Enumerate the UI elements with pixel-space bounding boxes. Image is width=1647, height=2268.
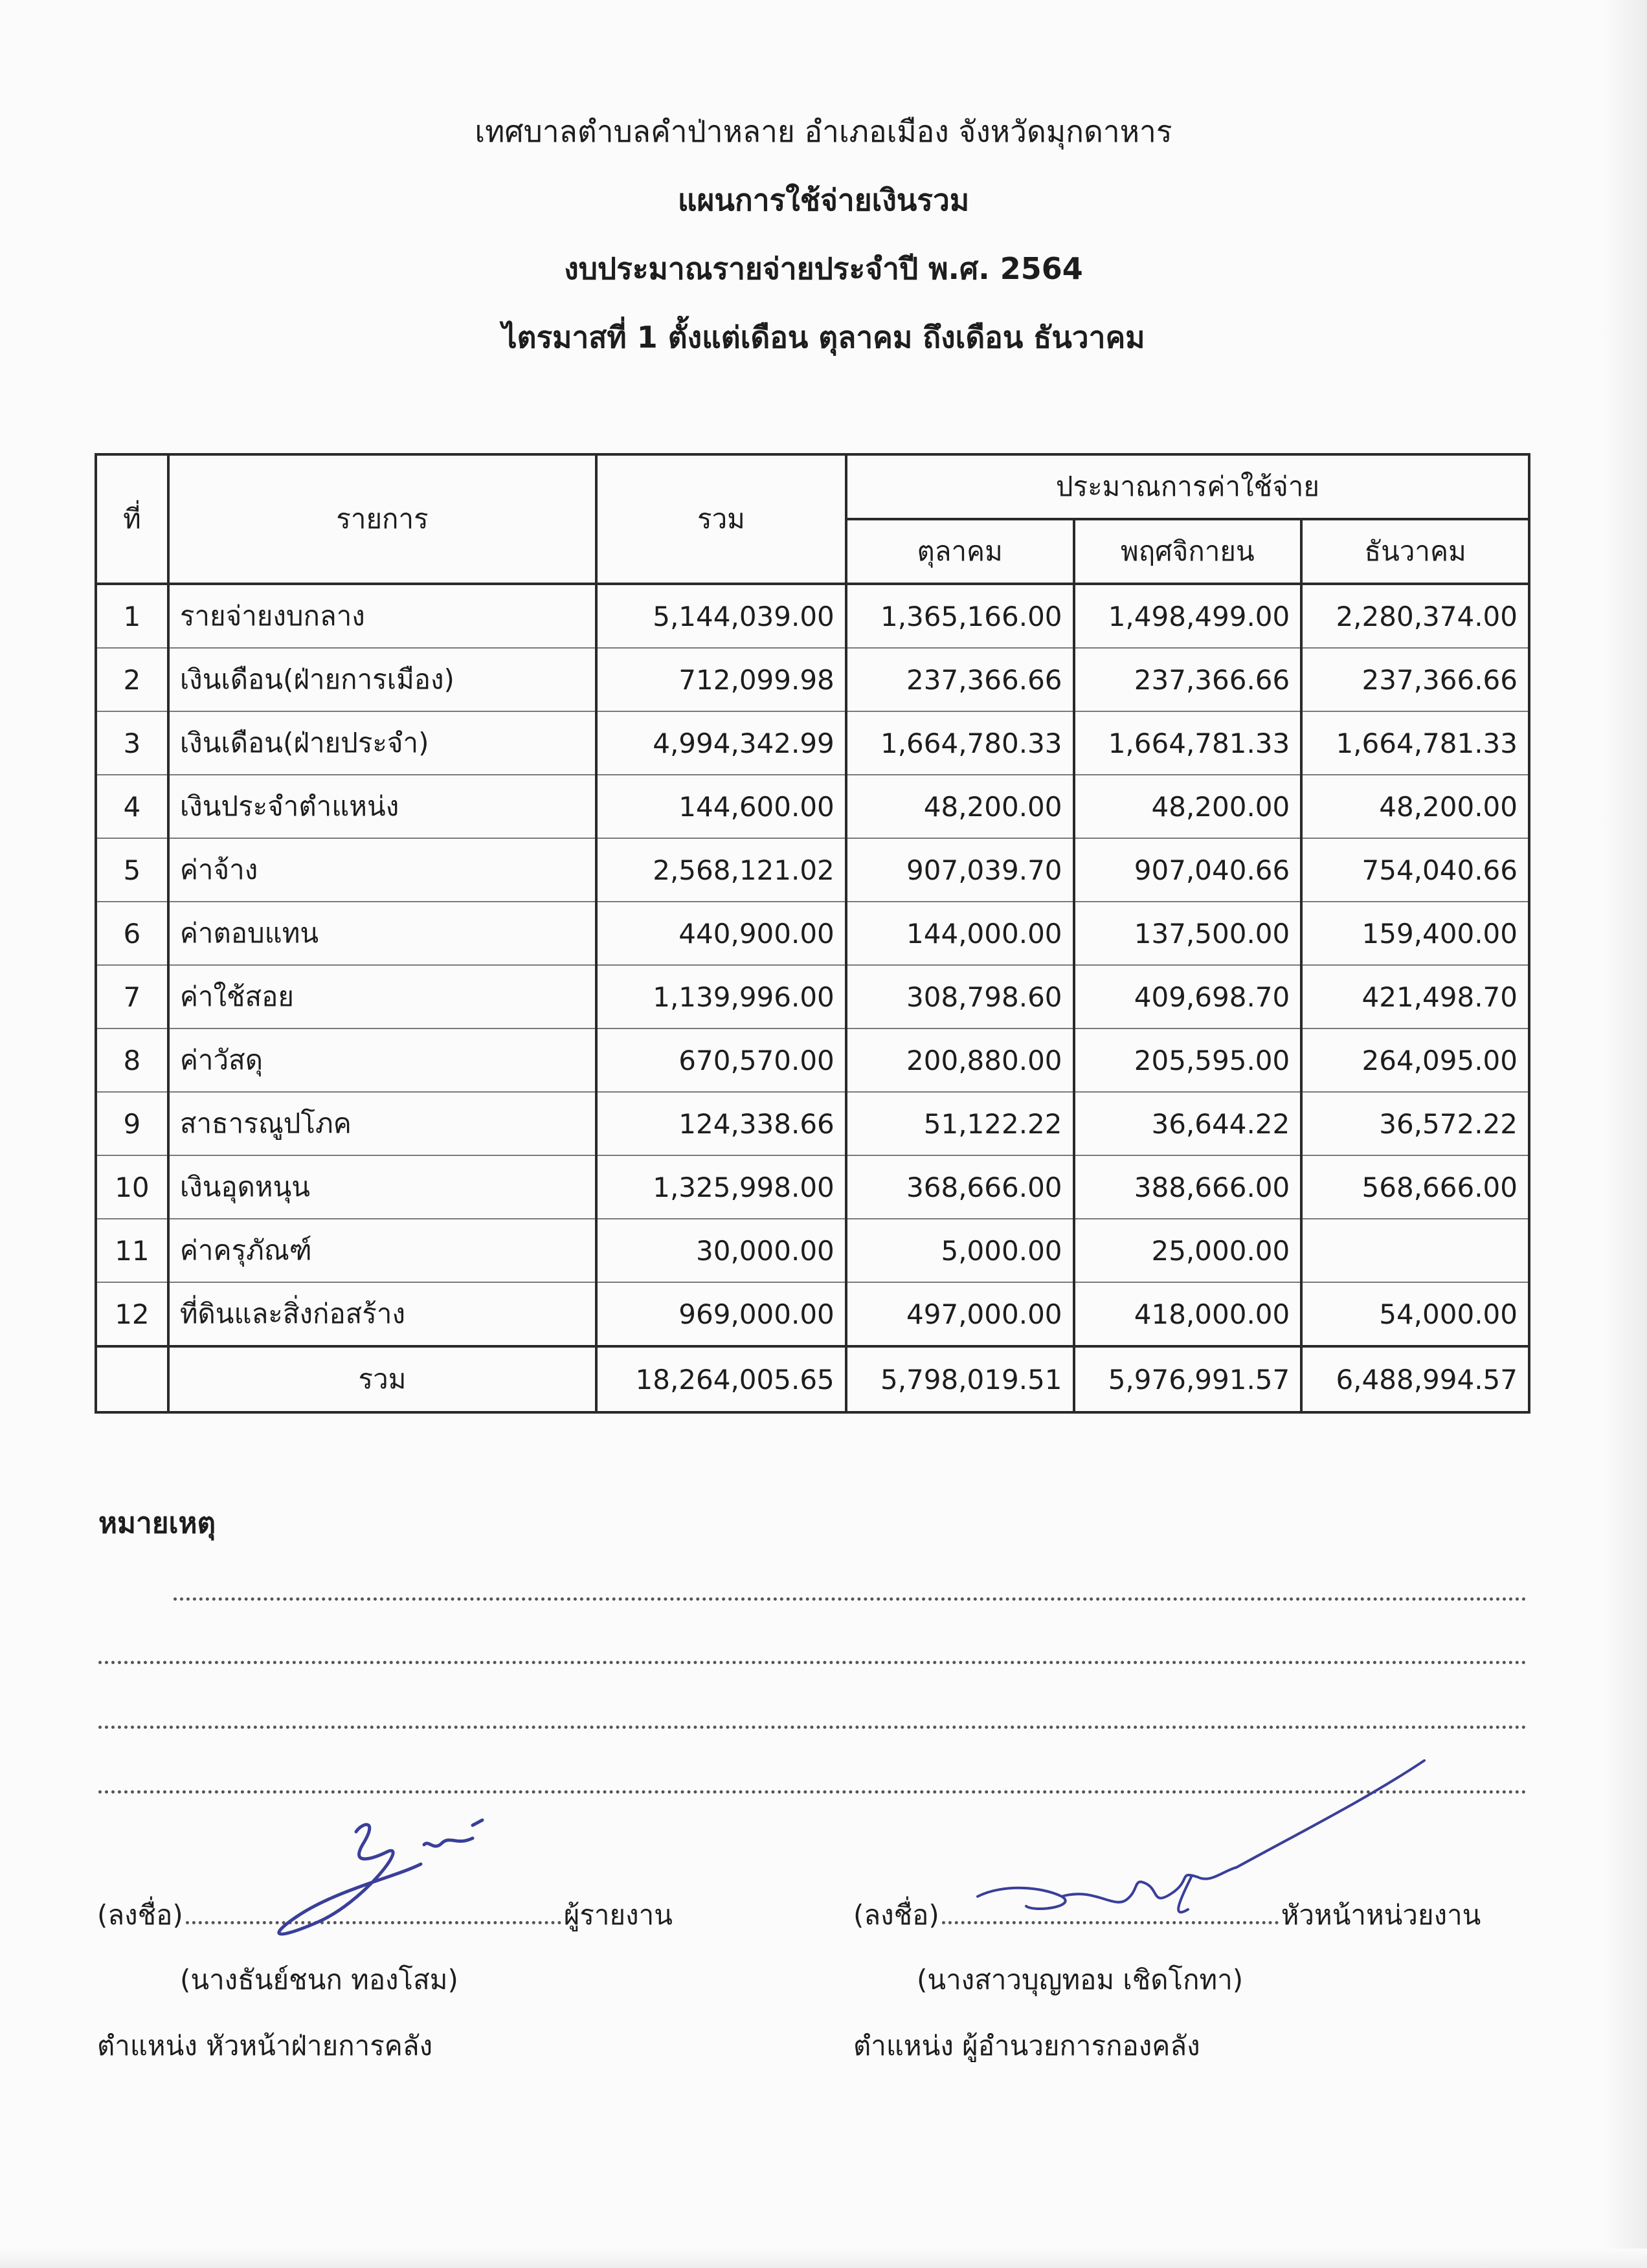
table-row (96, 711, 1529, 775)
table-row (96, 775, 1529, 838)
remark-line-2 (98, 1661, 1527, 1664)
col-header-month-3: ธันวาคม (1301, 519, 1529, 584)
total-month-1: 5,798,019.51 (846, 1346, 1074, 1412)
row-month-3: 421,498.70 (1301, 965, 1529, 1028)
row-month-2: 137,500.00 (1074, 902, 1302, 965)
total-month-3: 6,488,994.57 (1301, 1346, 1529, 1412)
row-total: 712,099.98 (596, 648, 846, 711)
col-header-month-2: พฤศจิกายน (1074, 519, 1302, 584)
row-month-2: 237,366.66 (1074, 648, 1302, 711)
row-month-1: 497,000.00 (846, 1282, 1074, 1346)
col-header-estimate: ประมาณการค่าใช้จ่าย (846, 454, 1529, 519)
row-number: 6 (96, 902, 168, 965)
row-month-2: 1,664,781.33 (1074, 711, 1302, 775)
row-month-3: 54,000.00 (1301, 1282, 1529, 1346)
row-month-3: 237,366.66 (1301, 648, 1529, 711)
right-role: หัวหน้าหน่วยงาน (1281, 1899, 1481, 1931)
row-month-3: 1,664,781.33 (1301, 711, 1529, 775)
row-month-1: 368,666.00 (846, 1155, 1074, 1219)
row-month-3: 48,200.00 (1301, 775, 1529, 838)
remark-line-3 (98, 1726, 1527, 1729)
row-month-1: 308,798.60 (846, 965, 1074, 1028)
col-header-total: รวม (596, 454, 846, 584)
budget-year-title: งบประมาณรายจ่ายประจำปี พ.ศ. 2564 (564, 251, 1083, 286)
row-month-1: 1,664,780.33 (846, 711, 1074, 775)
total-row (96, 1346, 1529, 1412)
row-month-2: 907,040.66 (1074, 838, 1302, 902)
row-item: เงินเดือน(ฝ่ายประจำ) (168, 711, 596, 775)
document-header (0, 97, 1647, 372)
row-total: 2,568,121.02 (596, 838, 846, 902)
row-number: 3 (96, 711, 168, 775)
col-header-month-1: ตุลาคม (846, 519, 1074, 584)
remarks-title: หมายเหตุ (98, 1507, 216, 1540)
row-month-1: 48,200.00 (846, 775, 1074, 838)
row-month-3: 754,040.66 (1301, 838, 1529, 902)
page-bottom-shadow (0, 2249, 1647, 2268)
row-item: ที่ดินและสิ่งก่อสร้าง (168, 1282, 596, 1346)
table-row (96, 648, 1529, 711)
row-month-1: 51,122.22 (846, 1092, 1074, 1155)
total-month-2: 5,976,991.57 (1074, 1346, 1302, 1412)
col-header-no: ที่ (96, 454, 168, 584)
row-number: 4 (96, 775, 168, 838)
row-month-2: 388,666.00 (1074, 1155, 1302, 1219)
grand-total: 18,264,005.65 (596, 1346, 846, 1412)
row-total: 1,139,996.00 (596, 965, 846, 1028)
row-total: 440,900.00 (596, 902, 846, 965)
row-item: ค่าวัสดุ (168, 1028, 596, 1092)
row-month-3: 264,095.00 (1301, 1028, 1529, 1092)
right-signer-position: ตำแหน่ง ผู้อำนวยการกองคลัง (853, 2030, 1200, 2062)
row-number: 7 (96, 965, 168, 1028)
row-month-1: 144,000.00 (846, 902, 1074, 965)
table-row (96, 584, 1529, 648)
total-no-cell (96, 1346, 168, 1412)
row-total: 4,994,342.99 (596, 711, 846, 775)
right-signer-name: (นางสาวบุญทอม เชิดโกทา) (917, 1964, 1244, 1996)
organization-title: เทศบาลตำบลคำป่าหลาย อำเภอเมือง จังหวัดมุกดาหาร (475, 114, 1172, 149)
row-number: 12 (96, 1282, 168, 1346)
row-number: 1 (96, 584, 168, 648)
row-total: 1,325,998.00 (596, 1155, 846, 1219)
row-month-1: 237,366.66 (846, 648, 1074, 711)
table-row (96, 1028, 1529, 1092)
left-sign-prefix: (ลงชื่อ) (97, 1899, 183, 1931)
row-month-2: 409,698.70 (1074, 965, 1302, 1028)
row-number: 8 (96, 1028, 168, 1092)
row-month-1: 907,039.70 (846, 838, 1074, 902)
right-sign-prefix: (ลงชื่อ) (853, 1899, 939, 1931)
row-total: 670,570.00 (596, 1028, 846, 1092)
row-month-2: 25,000.00 (1074, 1219, 1302, 1282)
row-item: เงินเดือน(ฝ่ายการเมือง) (168, 648, 596, 711)
table-row (96, 1219, 1529, 1282)
left-signer-name: (นางธันย์ชนก ทองโสม) (180, 1964, 458, 1996)
table-row (96, 1282, 1529, 1346)
table-row (96, 1092, 1529, 1155)
row-month-2: 418,000.00 (1074, 1282, 1302, 1346)
row-number: 11 (96, 1219, 168, 1282)
row-month-2: 48,200.00 (1074, 775, 1302, 838)
row-month-3: 36,572.22 (1301, 1092, 1529, 1155)
left-handwritten-signature (259, 1806, 531, 1948)
row-number: 10 (96, 1155, 168, 1219)
table-row (96, 1155, 1529, 1219)
right-handwritten-signature (965, 1748, 1437, 1942)
table-row (96, 965, 1529, 1028)
row-number: 5 (96, 838, 168, 902)
left-signer-position: ตำแหน่ง หัวหน้าฝ่ายการคลัง (97, 2030, 433, 2062)
budget-table (95, 453, 1530, 1414)
table-body (96, 584, 1529, 1346)
row-month-2: 205,595.00 (1074, 1028, 1302, 1092)
row-month-2: 1,498,499.00 (1074, 584, 1302, 648)
row-item: ค่าจ้าง (168, 838, 596, 902)
row-item: เงินอุดหนุน (168, 1155, 596, 1219)
row-total: 124,338.66 (596, 1092, 846, 1155)
row-item: ค่าใช้สอย (168, 965, 596, 1028)
quarter-title: ไตรมาสที่ 1 ตั้งแต่เดือน ตุลาคม ถึงเดือน ธันวาคม (502, 320, 1145, 355)
row-month-3: 568,666.00 (1301, 1155, 1529, 1219)
row-total: 30,000.00 (596, 1219, 846, 1282)
row-item: ค่าครุภัณฑ์ (168, 1219, 596, 1282)
row-month-1: 200,880.00 (846, 1028, 1074, 1092)
row-month-2: 36,644.22 (1074, 1092, 1302, 1155)
row-item: สาธารณูปโภค (168, 1092, 596, 1155)
row-item: เงินประจำตำแหน่ง (168, 775, 596, 838)
row-month-3 (1301, 1219, 1529, 1282)
remark-line-1 (174, 1597, 1527, 1601)
row-total: 144,600.00 (596, 775, 846, 838)
left-role: ผู้รายงาน (563, 1899, 673, 1931)
row-item: รายจ่ายงบกลาง (168, 584, 596, 648)
row-month-3: 2,280,374.00 (1301, 584, 1529, 648)
row-total: 969,000.00 (596, 1282, 846, 1346)
row-month-3: 159,400.00 (1301, 902, 1529, 965)
col-header-item: รายการ (168, 454, 596, 584)
row-month-1: 1,365,166.00 (846, 584, 1074, 648)
table-row (96, 838, 1529, 902)
total-label: รวม (168, 1346, 596, 1412)
row-total: 5,144,039.00 (596, 584, 846, 648)
row-number: 2 (96, 648, 168, 711)
table-row (96, 902, 1529, 965)
row-number: 9 (96, 1092, 168, 1155)
row-item: ค่าตอบแทน (168, 902, 596, 965)
plan-title: แผนการใช้จ่ายเงินรวม (677, 183, 970, 217)
row-month-1: 5,000.00 (846, 1219, 1074, 1282)
